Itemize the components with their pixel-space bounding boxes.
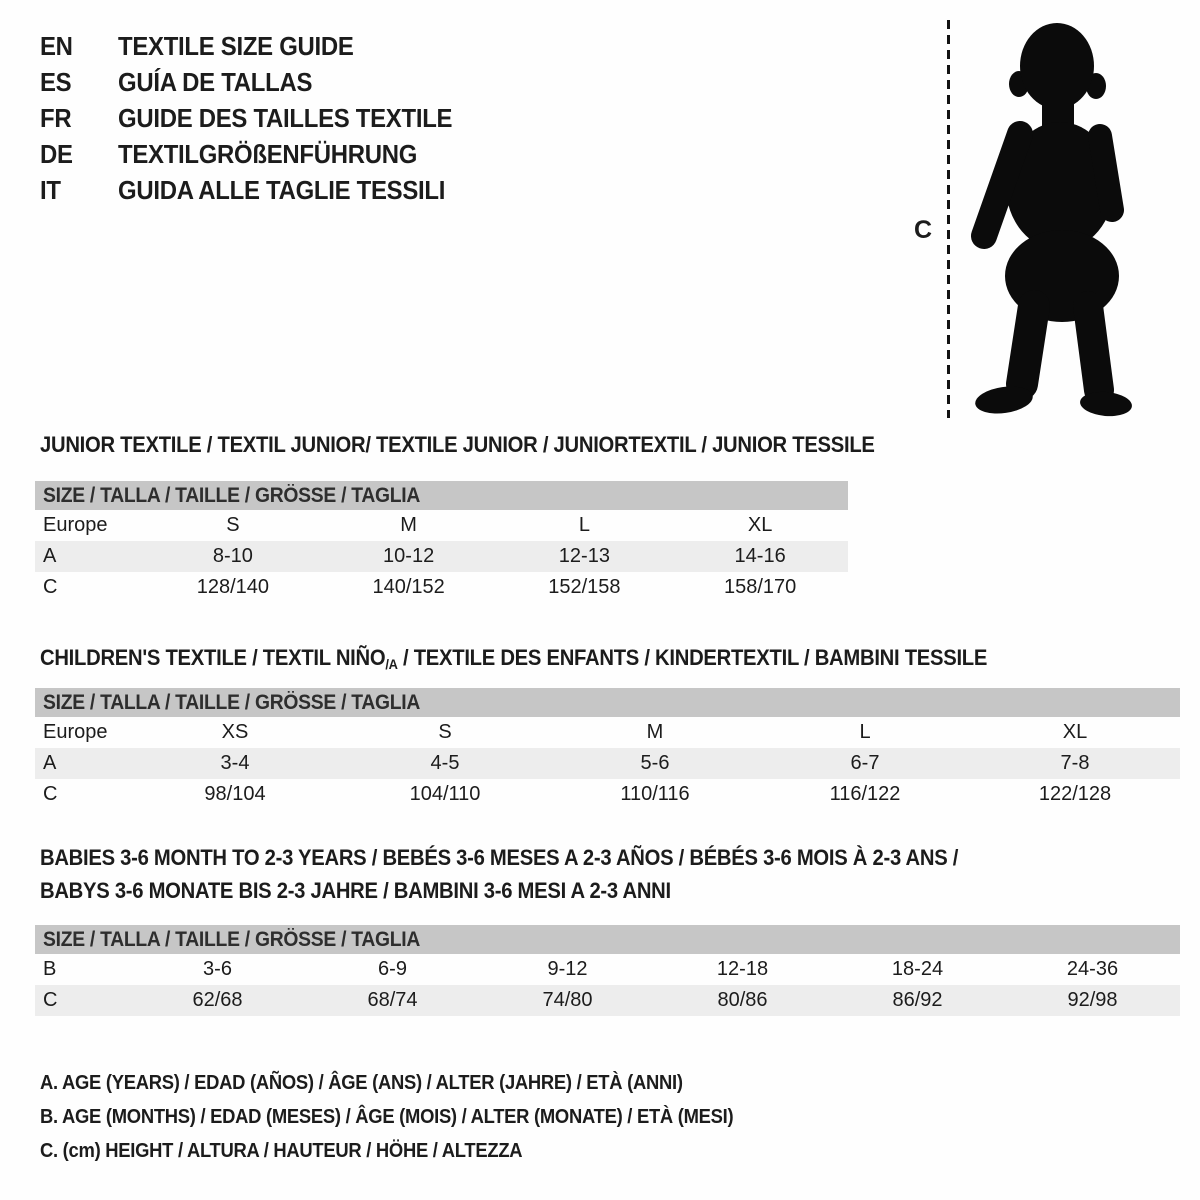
lang-label: TEXTILE SIZE GUIDE	[118, 31, 354, 61]
age-cell: 3-6	[203, 958, 232, 980]
legend-line-a-text: A. AGE (YEARS) / EDAD (AÑOS) / ÂGE (ANS) / ALTER (JAHRE) / ETÀ (ANNI)	[40, 1072, 683, 1094]
age-cell: 12-18	[716, 958, 769, 980]
lang-code: DE	[40, 139, 73, 169]
size-header-band-text: SIZE / TALLA / TAILLE / GRÖSSE / TAGLIA	[43, 484, 421, 507]
size-header-band	[35, 925, 1180, 954]
size-cell: XL	[1062, 721, 1088, 743]
table-row	[35, 572, 848, 603]
lang-row-es	[40, 64, 481, 100]
children-section-title	[40, 641, 1069, 681]
language-list	[40, 28, 481, 208]
lang-row-en	[40, 28, 481, 64]
lang-code: ES	[40, 67, 72, 97]
size-header-band	[35, 688, 1180, 717]
legend	[40, 1066, 794, 1168]
height-cell: 104/110	[409, 783, 481, 805]
height-cell: 158/170	[723, 576, 797, 598]
children-title-post: / TEXTILE DES ENFANTS / KINDERTEXTIL / BAMBINI TESSILE	[397, 645, 988, 670]
size-header-band	[35, 481, 848, 510]
size-cell: S	[226, 514, 240, 536]
legend-line-a	[40, 1066, 794, 1100]
age-cell: 4-5	[430, 752, 460, 774]
lang-row-it	[40, 172, 481, 208]
size-header-band-text: SIZE / TALLA / TAILLE / GRÖSSE / TAGLIA	[43, 691, 421, 714]
height-cell: 92/98	[1067, 989, 1118, 1011]
legend-line-c	[40, 1134, 794, 1168]
height-cell: 62/68	[192, 989, 243, 1011]
lang-label: GUIDA ALLE TAGLIE TESSILI	[118, 175, 446, 205]
height-cell: 74/80	[542, 989, 593, 1011]
row-label: A	[43, 752, 57, 774]
age-cell: 7-8	[1060, 752, 1090, 774]
table-row	[35, 717, 1180, 748]
age-cell: 6-9	[378, 958, 407, 980]
lang-row-de	[40, 136, 481, 172]
babies-size-table	[35, 925, 1180, 1016]
size-cell: L	[859, 721, 871, 743]
lang-code: IT	[40, 175, 61, 205]
lang-row-fr	[40, 100, 481, 136]
junior-section-title	[40, 428, 947, 461]
row-label: A	[43, 545, 57, 567]
age-cell: 5-6	[640, 752, 670, 774]
table-row	[35, 954, 1180, 985]
height-measure-label: C	[914, 216, 933, 244]
children-title-sub: /A	[385, 656, 398, 672]
age-cell: 3-4	[220, 752, 250, 774]
table-row	[35, 510, 848, 541]
age-cell: 14-16	[734, 545, 786, 567]
age-cell: 10-12	[383, 545, 435, 567]
row-label: C	[43, 989, 58, 1011]
junior-section-title-text: JUNIOR TEXTILE / TEXTIL JUNIOR/ TEXTILE JUNIOR / JUNIORTEXTIL / JUNIOR TESSILE	[40, 432, 875, 457]
babies-title-line1: BABIES 3-6 MONTH TO 2-3 YEARS / BEBÉS 3-6 MESES A 2-3 AÑOS / BÉBÉS 3-6 MOIS À 2-3 ANS /	[40, 845, 959, 870]
size-cell: XS	[221, 721, 249, 743]
lang-label: GUIDE DES TAILLES TEXTILE	[118, 103, 453, 133]
height-cell: 122/128	[1038, 783, 1112, 805]
height-cell: 86/92	[892, 989, 943, 1011]
age-cell: 12-13	[558, 545, 610, 567]
height-cell: 128/140	[196, 576, 270, 598]
table-row	[35, 748, 1180, 779]
row-label: Europe	[43, 721, 108, 743]
age-cell: 24-36	[1066, 958, 1119, 980]
age-cell: 18-24	[891, 958, 944, 980]
junior-size-table	[35, 481, 848, 603]
table-row	[35, 985, 1180, 1016]
row-label: C	[43, 783, 58, 805]
children-title-pre: CHILDREN'S TEXTILE / TEXTIL NIÑO	[40, 645, 386, 670]
size-cell: M	[400, 514, 417, 536]
height-measure-figure	[900, 10, 1200, 430]
lang-code: FR	[40, 103, 72, 133]
height-cell: 140/152	[372, 576, 445, 598]
babies-title-line2: BABYS 3-6 MONATE BIS 2-3 JAHRE / BAMBINI 3-6 MESI A 2-3 ANNI	[40, 878, 671, 903]
row-label: Europe	[43, 514, 108, 536]
babies-section-title	[40, 841, 1038, 907]
height-cell: 110/116	[620, 783, 690, 805]
size-cell: S	[438, 721, 452, 743]
size-cell: L	[578, 514, 590, 536]
children-section-title-text	[40, 641, 987, 681]
row-label: B	[43, 958, 57, 980]
children-size-table	[35, 688, 1180, 810]
legend-line-b-text: B. AGE (MONTHS) / EDAD (MESES) / ÂGE (MOIS) / ALTER (MONATE) / ETÀ (MESI)	[40, 1106, 734, 1128]
row-label: C	[43, 576, 58, 598]
height-cell: 152/158	[548, 576, 621, 598]
height-cell: 80/86	[717, 989, 768, 1011]
size-cell: XL	[747, 514, 773, 536]
size-header-band-text: SIZE / TALLA / TAILLE / GRÖSSE / TAGLIA	[43, 928, 421, 951]
lang-label: TEXTILGRÖßENFÜHRUNG	[118, 139, 418, 169]
height-cell: 98/104	[204, 783, 266, 805]
age-cell: 9-12	[547, 958, 588, 980]
table-row	[35, 541, 848, 572]
legend-line-c-text: C. (cm) HEIGHT / ALTURA / HAUTEUR / HÖHE / ALTEZZA	[40, 1140, 523, 1162]
table-row	[35, 779, 1180, 810]
age-cell: 6-7	[850, 752, 880, 774]
toddler-silhouette-icon	[962, 14, 1147, 422]
legend-line-b	[40, 1100, 794, 1134]
lang-label: GUÍA DE TALLAS	[118, 67, 313, 97]
lang-code: EN	[40, 31, 73, 61]
height-cell: 116/122	[829, 783, 901, 805]
size-cell: M	[646, 721, 664, 743]
height-dashed-line	[947, 20, 950, 418]
age-cell: 8-10	[212, 545, 253, 567]
height-cell: 68/74	[367, 989, 418, 1011]
